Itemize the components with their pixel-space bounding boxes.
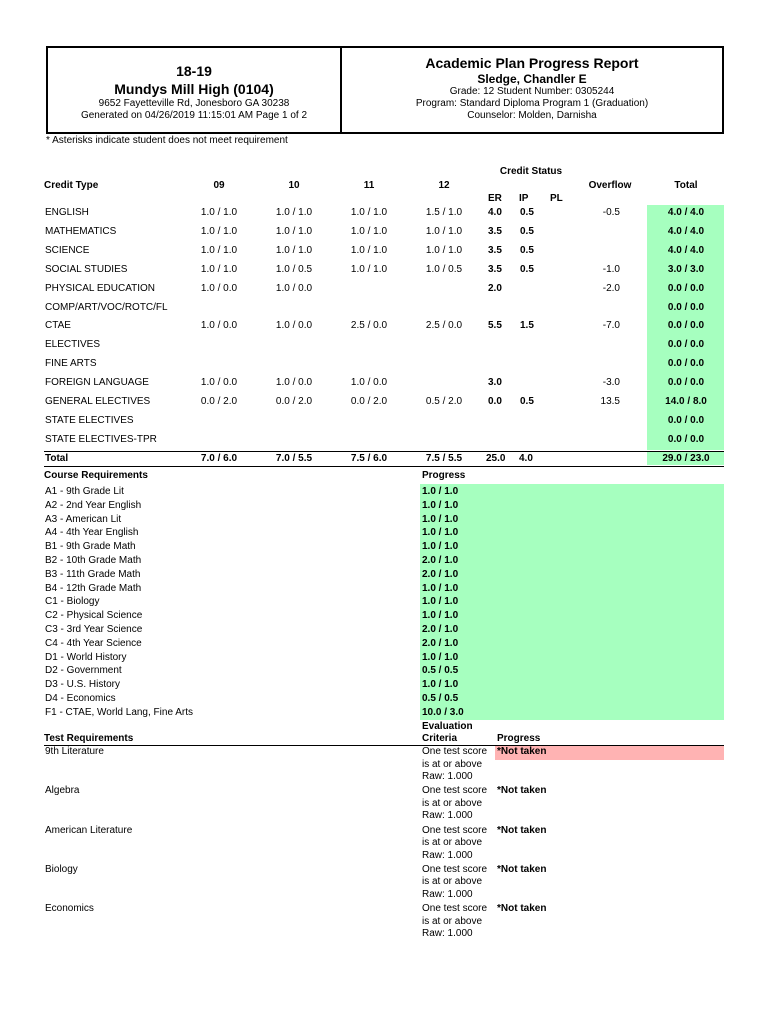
credit-type-label: ENGLISH bbox=[45, 207, 89, 218]
credit-ip-cell: 0.5 bbox=[520, 263, 534, 275]
grade-line: Grade: 12 Student Number: 0305244 bbox=[449, 86, 615, 97]
criteria-line: is at or above bbox=[422, 758, 483, 770]
total-10: 7.0 / 5.5 bbox=[275, 453, 313, 464]
course-name: D2 - Government bbox=[45, 665, 122, 677]
credit-11-cell: 1.0 / 1.0 bbox=[350, 263, 388, 275]
grade-12-header: 12 bbox=[438, 180, 450, 191]
credit-type-label: ELECTIVES bbox=[45, 339, 101, 351]
test-progress: *Not taken bbox=[497, 863, 547, 875]
course-met-highlight bbox=[420, 484, 724, 720]
credit-10-cell: 1.0 / 0.0 bbox=[275, 320, 313, 332]
course-progress: 1.0 / 1.0 bbox=[422, 596, 459, 608]
school-name: Mundys Mill High (0104) bbox=[114, 81, 274, 97]
credit-total-cell: 0.0 / 0.0 bbox=[667, 282, 705, 294]
generated-line: Generated on 04/26/2019 11:15:01 AM Page 1 of 2 bbox=[80, 110, 308, 121]
credit-ip-cell: 0.5 bbox=[520, 396, 534, 407]
credit-ip-cell: 0.5 bbox=[520, 225, 534, 237]
criteria-line: Raw: 1.000 bbox=[422, 771, 473, 782]
credit-11-cell: 1.0 / 0.0 bbox=[350, 377, 388, 389]
test-name: American Literature bbox=[45, 824, 133, 836]
credit-type-label: FOREIGN LANGUAGE bbox=[45, 377, 149, 389]
credit-total-cell: 0.0 / 0.0 bbox=[667, 339, 705, 351]
student-name: Sledge, Chandler E bbox=[477, 72, 587, 86]
course-progress: 1.0 / 1.0 bbox=[422, 679, 459, 691]
test-name: 9th Literature bbox=[45, 746, 104, 757]
credit-09-cell: 1.0 / 1.0 bbox=[200, 263, 238, 275]
criteria-line: One test score bbox=[422, 863, 488, 875]
course-progress: 2.0 / 1.0 bbox=[422, 624, 459, 635]
course-name: B3 - 11th Grade Math bbox=[45, 568, 141, 580]
credit-er-cell: 3.0 bbox=[488, 377, 502, 389]
credit-overflow-cell: -2.0 bbox=[602, 282, 620, 294]
pl-header: PL bbox=[550, 193, 563, 204]
school-year: 18-19 bbox=[176, 63, 212, 79]
credit-09-cell: 1.0 / 0.0 bbox=[200, 320, 238, 332]
credit-total-cell: 0.0 / 0.0 bbox=[667, 358, 705, 370]
test-progress: *Not taken bbox=[497, 785, 547, 797]
total-total: 29.0 / 23.0 bbox=[662, 453, 710, 464]
credit-type-label: FINE ARTS bbox=[45, 358, 97, 370]
school-address: 9652 Fayetteville Rd, Jonesboro GA 30238 bbox=[98, 98, 290, 109]
course-progress: 1.0 / 1.0 bbox=[422, 486, 459, 497]
total-header: Total bbox=[674, 180, 698, 191]
credit-12-cell: 2.5 / 0.0 bbox=[425, 320, 463, 332]
credit-total-cell: 3.0 / 3.0 bbox=[667, 263, 705, 275]
course-progress: 1.0 / 1.0 bbox=[422, 513, 459, 525]
course-name: A2 - 2nd Year English bbox=[45, 499, 142, 511]
criteria-line: is at or above bbox=[422, 915, 483, 927]
credit-type-label: CTAE bbox=[45, 320, 71, 332]
criteria-line: Raw: 1.000 bbox=[422, 888, 473, 900]
course-progress: 1.0 / 1.0 bbox=[422, 541, 459, 553]
credit-10-cell: 1.0 / 0.0 bbox=[275, 282, 313, 294]
eval-criteria-header-1: Evaluation bbox=[422, 721, 473, 732]
credit-type-label: GENERAL ELECTIVES bbox=[45, 396, 151, 407]
total-12: 7.5 / 5.5 bbox=[425, 453, 463, 464]
criteria-line: is at or above bbox=[422, 797, 483, 809]
course-name: C2 - Physical Science bbox=[45, 610, 143, 622]
credit-type-label: MATHEMATICS bbox=[45, 225, 117, 237]
criteria-line: Raw: 1.000 bbox=[422, 928, 473, 940]
test-progress: *Not taken bbox=[497, 903, 547, 915]
course-name: B2 - 10th Grade Math bbox=[45, 555, 142, 566]
course-progress: 2.0 / 1.0 bbox=[422, 555, 459, 566]
criteria-line: Raw: 1.000 bbox=[422, 849, 473, 861]
course-progress: 0.5 / 0.5 bbox=[422, 665, 459, 677]
credit-type-label: SOCIAL STUDIES bbox=[45, 263, 128, 275]
credit-total-cell: 4.0 / 4.0 bbox=[667, 225, 705, 237]
credit-10-cell: 1.0 / 1.0 bbox=[275, 225, 313, 237]
credit-09-cell: 1.0 / 0.0 bbox=[200, 377, 238, 389]
credit-total-cell: 14.0 / 8.0 bbox=[665, 396, 707, 407]
criteria-line: One test score bbox=[422, 785, 488, 797]
credit-er-cell: 2.0 bbox=[488, 282, 502, 294]
criteria-line: is at or above bbox=[422, 876, 483, 888]
criteria-line: One test score bbox=[422, 824, 488, 836]
test-req-header: Test Requirements bbox=[44, 733, 134, 744]
er-header: ER bbox=[488, 193, 502, 204]
total-09: 7.0 / 6.0 bbox=[200, 453, 238, 464]
course-progress: 1.0 / 1.0 bbox=[422, 499, 459, 511]
credit-overflow-cell: -0.5 bbox=[602, 207, 620, 218]
credit-er-cell: 4.0 bbox=[488, 207, 502, 218]
credit-total-cell: 0.0 / 0.0 bbox=[667, 433, 705, 445]
course-progress: 1.0 / 1.0 bbox=[422, 582, 459, 594]
course-name: F1 - CTAE, World Lang, Fine Arts bbox=[45, 706, 194, 718]
program-line: Program: Standard Diploma Program 1 (Graduation) bbox=[415, 98, 649, 109]
credit-er-cell: 3.5 bbox=[488, 244, 502, 256]
credit-12-cell: 0.5 / 2.0 bbox=[425, 396, 463, 407]
course-name: A4 - 4th Year English bbox=[45, 527, 139, 539]
credit-total-cell: 0.0 / 0.0 bbox=[667, 414, 705, 426]
credit-ip-cell: 0.5 bbox=[520, 207, 534, 218]
course-progress-header: Progress bbox=[422, 470, 466, 481]
credit-11-cell: 1.0 / 1.0 bbox=[350, 207, 388, 218]
credit-09-cell: 1.0 / 1.0 bbox=[200, 207, 238, 218]
credit-er-cell: 3.5 bbox=[488, 225, 502, 237]
course-progress: 0.5 / 0.5 bbox=[422, 693, 459, 704]
total-ip: 4.0 bbox=[519, 453, 533, 464]
credit-11-cell: 1.0 / 1.0 bbox=[350, 225, 388, 237]
credit-type-label: COMP/ART/VOC/ROTC/FL bbox=[45, 301, 168, 313]
credit-overflow-cell: 13.5 bbox=[600, 396, 620, 407]
credit-12-cell: 1.0 / 1.0 bbox=[425, 225, 463, 237]
credit-10-cell: 1.0 / 1.0 bbox=[275, 244, 313, 256]
criteria-line: One test score bbox=[422, 903, 488, 915]
course-name: B1 - 9th Grade Math bbox=[45, 541, 136, 553]
course-name: D3 - U.S. History bbox=[45, 679, 121, 691]
course-separator bbox=[44, 466, 724, 467]
course-name: C1 - Biology bbox=[45, 596, 100, 608]
criteria-line: Raw: 1.000 bbox=[422, 810, 473, 822]
course-progress: 1.0 / 1.0 bbox=[422, 610, 459, 622]
credit-overflow-cell: -7.0 bbox=[602, 320, 620, 332]
test-name: Economics bbox=[45, 903, 94, 915]
grade-10-header: 10 bbox=[288, 180, 300, 191]
course-name: C3 - 3rd Year Science bbox=[45, 624, 143, 635]
test-name: Algebra bbox=[45, 785, 80, 797]
course-name: B4 - 12th Grade Math bbox=[45, 582, 142, 594]
course-progress: 2.0 / 1.0 bbox=[422, 637, 459, 649]
ip-header: IP bbox=[519, 193, 529, 204]
eval-criteria-header-2: Criteria bbox=[422, 733, 458, 744]
credit-type-label: STATE ELECTIVES-TPR bbox=[45, 433, 157, 445]
credit-total-cell: 0.0 / 0.0 bbox=[667, 320, 705, 332]
criteria-line: One test score bbox=[422, 746, 488, 757]
credit-10-cell: 1.0 / 0.0 bbox=[275, 377, 313, 389]
credit-10-cell: 1.0 / 1.0 bbox=[275, 207, 313, 218]
course-name: D1 - World History bbox=[45, 651, 127, 663]
credit-09-cell: 1.0 / 1.0 bbox=[200, 244, 238, 256]
course-progress: 1.0 / 1.0 bbox=[422, 527, 459, 539]
credit-total-cell: 4.0 / 4.0 bbox=[667, 207, 705, 218]
credit-er-cell: 5.5 bbox=[488, 320, 502, 332]
total-11: 7.5 / 6.0 bbox=[350, 453, 388, 464]
credit-10-cell: 0.0 / 2.0 bbox=[275, 396, 313, 407]
criteria-line: is at or above bbox=[422, 837, 483, 849]
credit-total-cell: 0.0 / 0.0 bbox=[667, 377, 705, 389]
course-progress: 1.0 / 1.0 bbox=[422, 651, 459, 663]
credit-12-cell: 1.5 / 1.0 bbox=[425, 207, 463, 218]
course-progress: 2.0 / 1.0 bbox=[422, 568, 459, 580]
course-name: D4 - Economics bbox=[45, 693, 116, 704]
credit-09-cell: 1.0 / 1.0 bbox=[200, 225, 238, 237]
credit-11-cell: 0.0 / 2.0 bbox=[350, 396, 388, 407]
asterisk-note: * Asterisks indicate student does not meet requirement bbox=[46, 135, 288, 146]
credit-status-header: Credit Status bbox=[499, 166, 563, 177]
credit-type-label: SCIENCE bbox=[45, 244, 90, 256]
course-name: C4 - 4th Year Science bbox=[45, 637, 142, 649]
credit-ip-cell: 0.5 bbox=[520, 244, 534, 256]
credit-type-label: PHYSICAL EDUCATION bbox=[45, 282, 156, 294]
credit-09-cell: 1.0 / 0.0 bbox=[200, 282, 238, 294]
report-title: Academic Plan Progress Report bbox=[425, 55, 639, 71]
credit-12-cell: 1.0 / 0.5 bbox=[425, 263, 463, 275]
credit-er-cell: 3.5 bbox=[488, 263, 502, 275]
credit-total-cell: 0.0 / 0.0 bbox=[667, 301, 705, 313]
counselor-line: Counselor: Molden, Darnisha bbox=[467, 110, 597, 121]
grade-09-header: 09 bbox=[213, 180, 225, 191]
course-progress: 10.0 / 3.0 bbox=[422, 706, 464, 718]
course-req-header: Course Requirements bbox=[44, 470, 148, 481]
test-progress: *Not taken bbox=[497, 746, 547, 757]
credit-10-cell: 1.0 / 0.5 bbox=[275, 263, 313, 275]
test-progress: *Not taken bbox=[497, 824, 547, 836]
course-name: A1 - 9th Grade Lit bbox=[45, 486, 124, 497]
overflow-header: Overflow bbox=[588, 180, 632, 191]
credit-type-header: Credit Type bbox=[44, 180, 99, 191]
total-label: Total bbox=[45, 453, 69, 464]
credit-11-cell: 1.0 / 1.0 bbox=[350, 244, 388, 256]
test-progress-header: Progress bbox=[497, 733, 541, 744]
course-name: A3 - American Lit bbox=[45, 513, 122, 525]
credit-er-cell: 0.0 bbox=[488, 396, 502, 407]
total-separator bbox=[44, 451, 724, 452]
credit-11-cell: 2.5 / 0.0 bbox=[350, 320, 388, 332]
credit-total-cell: 4.0 / 4.0 bbox=[667, 244, 705, 256]
credit-type-label: STATE ELECTIVES bbox=[45, 414, 134, 426]
grade-11-header: 11 bbox=[363, 180, 375, 191]
credit-overflow-cell: -1.0 bbox=[602, 263, 620, 275]
total-er: 25.0 bbox=[486, 453, 506, 464]
test-name: Biology bbox=[45, 863, 78, 875]
credit-overflow-cell: -3.0 bbox=[602, 377, 620, 389]
credit-12-cell: 1.0 / 1.0 bbox=[425, 244, 463, 256]
credit-09-cell: 0.0 / 2.0 bbox=[200, 396, 238, 407]
credit-ip-cell: 1.5 bbox=[520, 320, 534, 332]
